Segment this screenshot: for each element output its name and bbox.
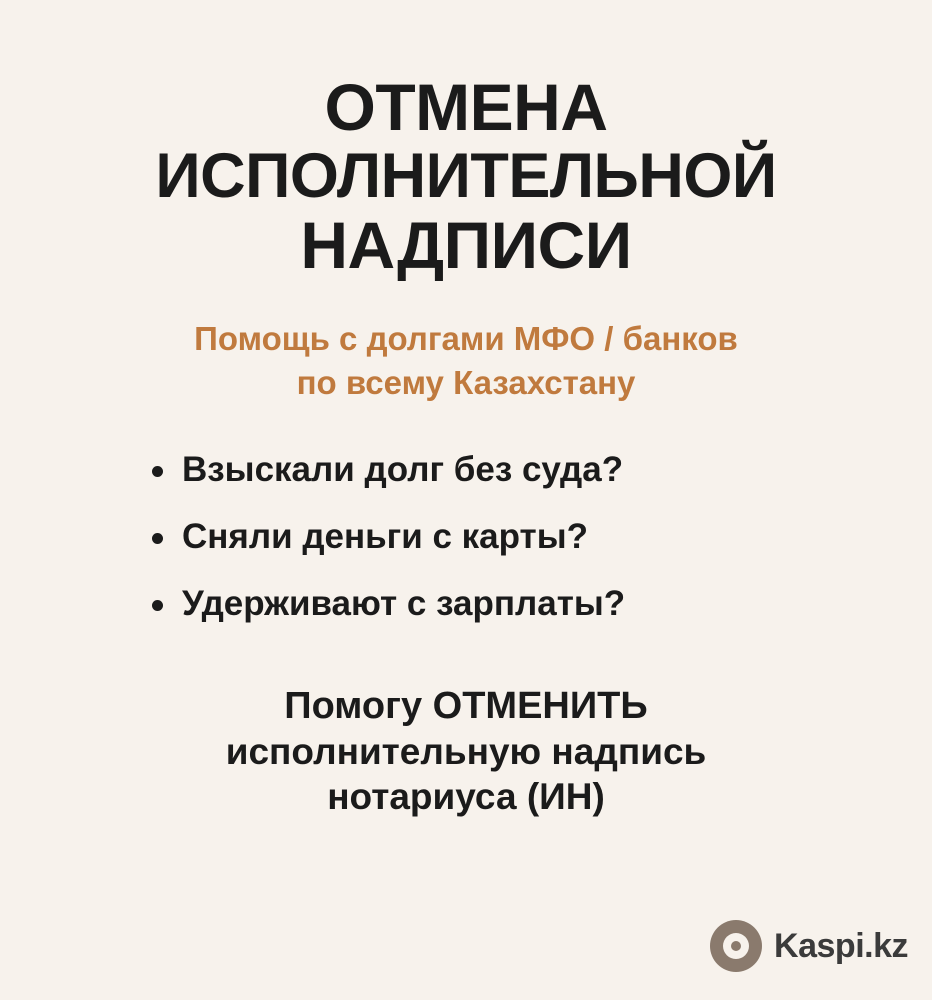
list-item (146, 449, 786, 489)
poster-bullet-list (146, 449, 786, 623)
bullet-dot-icon (152, 600, 163, 611)
list-item (146, 516, 786, 556)
kaspi-logo-inner (723, 933, 749, 959)
list-item (146, 583, 786, 623)
headline-line-2: ИСПОЛНИТЕЛЬНОЙ (155, 140, 777, 211)
closing-line-2: исполнительную надпись (225, 731, 707, 773)
kaspi-watermark (710, 920, 908, 972)
kaspi-logo-icon (710, 920, 762, 972)
closing-line-1: Помогу ОТМЕНИТЬ (284, 684, 648, 727)
poster-closing-statement (226, 683, 707, 820)
kaspi-watermark-label: Kaspi.kz (774, 926, 908, 965)
subtitle-line-2: по всему Казахстану (296, 364, 636, 402)
headline-line-3: НАДПИСИ (300, 208, 632, 283)
poster-subtitle (194, 317, 738, 406)
poster-headline (155, 72, 776, 281)
bullet-dot-icon (152, 466, 163, 477)
closing-line-3: нотариуса (ИН) (327, 776, 605, 818)
bullet-text: Взыскали долг без суда? (182, 449, 624, 489)
bullet-dot-icon (152, 533, 163, 544)
headline-line-1: ОТМЕНА (324, 70, 608, 144)
subtitle-line-1: Помощь с долгами МФО / банков (194, 319, 738, 357)
bullet-text: Сняли деньги с карты? (182, 516, 588, 556)
bullet-text: Удерживают с зарплаты? (182, 583, 626, 623)
